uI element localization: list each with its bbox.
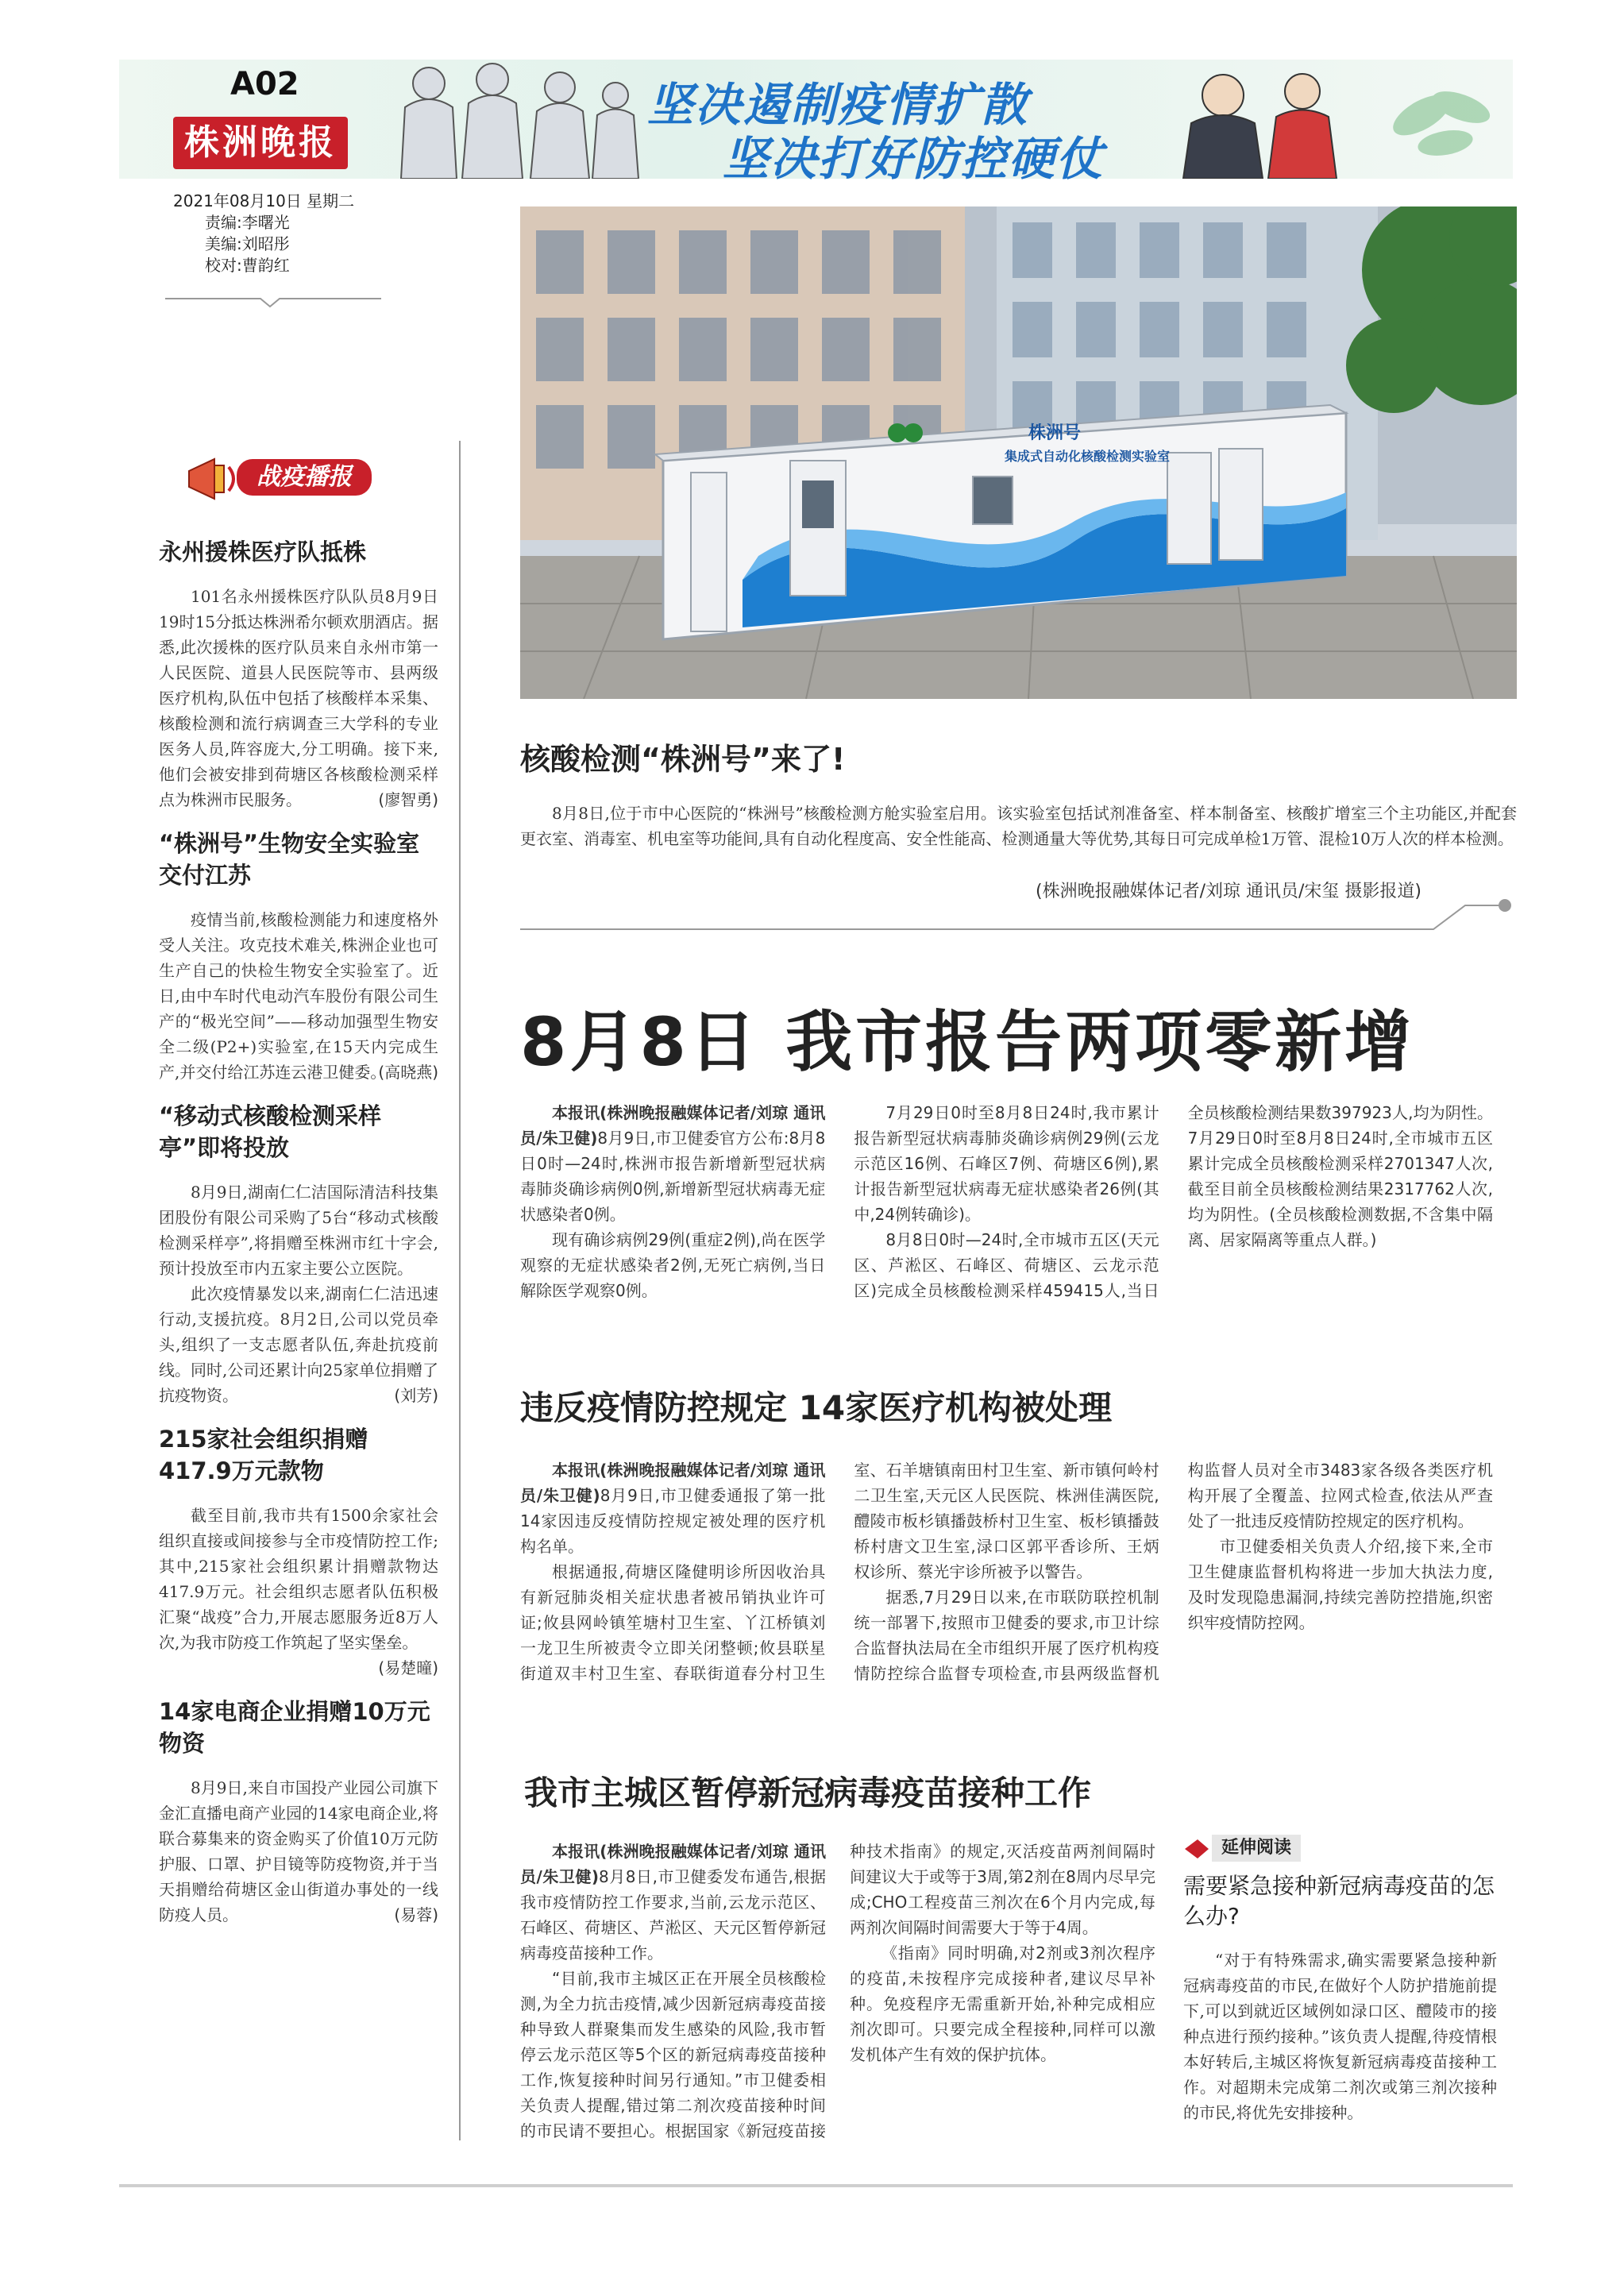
article1-paragraph: 8月9日,市卫健委官方公布:8月8日0时—24时,株洲市报告新增新型冠状病毒肺炎确诊病例0例,新增新型冠状病毒无症状感染者0例。 bbox=[520, 1129, 826, 1224]
proofreader-credit: 校对:曹韵红 bbox=[205, 256, 290, 275]
paper-name: 株洲晚报 bbox=[184, 122, 337, 163]
article3-headline: 我市主城区暂停新冠病毒疫苗接种工作 bbox=[524, 1773, 1092, 1812]
sidebar-item-credit: (廖智勇) bbox=[378, 790, 438, 809]
article1-body bbox=[520, 1100, 1493, 1306]
sidebar-item-title: “移动式核酸检测采样亭”即将投放 bbox=[159, 1102, 382, 1161]
lab-subtitle-label: 集成式自动化核酸检测实验室 bbox=[1005, 449, 1171, 464]
page-number: A02 bbox=[230, 66, 299, 102]
extended-reading-title: 需要紧急接种新冠病毒疫苗的怎么办? bbox=[1183, 1873, 1495, 1929]
article2-paragraph: 8月9日,市卫健委通报了第一批14家因违反疫情防控规定被处理的医疗机构名单。 bbox=[520, 1486, 826, 1556]
sidebar-item-credit: (易蓉) bbox=[394, 1905, 438, 1924]
sidebar-item-body: 此次疫情暴发以来,湖南仁仁洁迅速行动,支援抗疫。8月2日,公司以党员牵头,组织了一支志愿者队伍,奔赴抗疫前线。同时,公司还累计向25家单位捐赠了抗疫物资。 bbox=[159, 1284, 438, 1405]
sidebar-item-body: 8月9日,湖南仁仁洁国际清洁科技集团股份有限公司采购了5台“移动式核酸检测采样亭”,将捐赠至株洲市红十字会,预计投放至市内五家主要公立医院。 bbox=[159, 1183, 438, 1278]
article2-body bbox=[520, 1457, 1493, 1692]
designer-credit: 美编:刘昭彤 bbox=[205, 234, 290, 253]
sidebar-item-credit: (刘芳) bbox=[394, 1386, 438, 1405]
extended-reading bbox=[1183, 1835, 1497, 2125]
issue-date: 2021年08月10日 星期二 bbox=[173, 191, 355, 210]
section-badge bbox=[183, 445, 381, 508]
sidebar-divider bbox=[459, 441, 461, 2140]
sidebar-item-credit: (易楚曈) bbox=[378, 1658, 438, 1677]
article2-lead: 本报讯(株洲晚报融媒体记者/刘琼 通讯员/朱卫健) bbox=[520, 1461, 826, 1505]
article1-headline: 8月8日 我市报告两项零新增 bbox=[520, 1003, 1415, 1081]
extended-reading-label-row bbox=[1183, 1835, 1497, 1863]
footer-rule bbox=[119, 2184, 1513, 2187]
article1-paragraph: 8月8日0时—24时,全市城市五区(天元区、芦淞区、石峰区、荷塘区、云龙示范区)完成全员核酸检测采样459415人,当日全员核酸检测结果数397923人,均为阴性。7月29日0时至8月8日24时,全市城市五区累计完成全员核酸检测采样2701347人次,截至目前全员核酸检测结果2317762人次,均为阴性。(全员核酸检测数据,不含集中隔离、居家隔离等重点人群。) bbox=[854, 1103, 1493, 1300]
red-arrow-icon bbox=[1183, 1838, 1210, 1860]
section-badge-label: 战疫播报 bbox=[237, 459, 372, 496]
extended-reading-body: “对于有特殊需求,确实需要紧急接种新冠病毒疫苗的市民,在做好个人防护措施前提下,可以到就近区域例如渌口区、醴陵市的接种点进行预约接种。”该负责人提醒,待疫情根本好转后,主城区将恢复新冠病毒疫苗接种工作。对超期未完成第二剂次或第三剂次接种的市民,将优先安排接种。 bbox=[1183, 1951, 1497, 2122]
sidebar-item-credit: (高晓燕) bbox=[378, 1063, 438, 1082]
sidebar-item-title: 永州援株医疗队抵株 bbox=[159, 538, 367, 565]
sidebar-item bbox=[159, 536, 438, 810]
photo-caption-credit: (株洲晚报融媒体记者/刘琼 通讯员/宋玺 摄影报道) bbox=[1036, 882, 1421, 901]
lab-name-label: 株洲号 bbox=[1028, 423, 1082, 443]
sidebar-item bbox=[159, 1696, 438, 1925]
sidebar-item-title: 215家社会组织捐赠417.9万元款物 bbox=[159, 1426, 368, 1484]
article3-lead: 本报讯(株洲晚报融媒体记者/刘琼 通讯员/朱卫健) bbox=[520, 1842, 826, 1886]
photo-caption-text: 8月8日,位于市中心医院的“株洲号”核酸检测方舱实验室启用。该实验室包括试剂准备室、样本制备室、核酸扩增室三个主功能区,并配套更衣室、消毒室、机电室等功能间,具有自动化程度高、安全性能高、检测通量大等优势,其每日可完成单检1万管、混检10万人次的样本检测。 bbox=[520, 804, 1517, 848]
sidebar-item bbox=[159, 828, 438, 1083]
sidebar-item-title: “株洲号”生物安全实验室交付江苏 bbox=[159, 830, 420, 889]
sidebar-item-body: 截至目前,我市共有1500余家社会组织直接或间接参与全市疫情防控工作;其中,215家社会组织累计捐赠款物达417.9万元。社会组织志愿者队伍积极汇聚“战疫”合力,开展志愿服务近8万人次,为我市防疫工作筑起了坚实堡垒。 bbox=[159, 1506, 438, 1652]
article3-paragraph: 8月8日,市卫健委发布通告,根据我市疫情防控工作要求,当前,云龙示范区、石峰区、荷塘区、芦淞区、天元区暂停新冠病毒疫苗接种工作。 bbox=[520, 1867, 826, 1963]
sidebar-item bbox=[159, 1423, 438, 1678]
paper-logo bbox=[173, 117, 348, 169]
sidebar-news bbox=[159, 536, 438, 1925]
article2-paragraph: 据悉,7月29日以来,在市联防联控机制统一部署下,按照市卫健委的要求,市卫计综合监督执法局在全市组织开展了医疗机构疫情防控综合监督专项检查,市县两级监督机构监督人员对全市3483家各级各类医疗机构开展了全覆盖、拉网式检查,依法从严查处了一批违反疫情防控规定的医疗机构。 bbox=[854, 1461, 1493, 1683]
caption-divider bbox=[520, 890, 1521, 937]
lab-photo bbox=[520, 206, 1517, 699]
police-officer-illustration bbox=[1163, 60, 1354, 179]
sidebar-item-body: 101名永州援株医疗队队员8月9日19时15分抵达株洲希尔顿欢朋酒店。据悉,此次援株的医疗队员来自永州市第一人民医院、道县人民医院等市、县两级医疗机构,队伍中包括了核酸样本采集、核酸检测和流行病调查三大学科的专业医务人员,阵容庞大,分工明确。接下来,他们会被安排到荷塘区各核酸检测采样点为株洲市民服务。 bbox=[159, 587, 438, 809]
sidebar-item-body: 8月9日,来自市国投产业园公司旗下金汇直播电商产业园的14家电商企业,将联合募集来的资金购买了价值10万元防护服、口罩、护目镜等防疫物资,并于当天捐赠给荷塘区金山街道办事处的一线防疫人员。 bbox=[159, 1778, 438, 1924]
banner-slogan-1: 坚决遏制疫情扩散 bbox=[647, 78, 1029, 132]
photo-caption bbox=[520, 801, 1517, 851]
photo-caption-title: 核酸检测“株洲号”来了! bbox=[520, 742, 846, 777]
article3-paragraph: “目前,我市主城区正在开展全员核酸检测,为全力抗击疫情,减少因新冠病毒疫苗接种导致人群聚集而发生感染的风险,我市暂停云龙示范区等5个区的新冠病毒疫苗接种工作,恢复接种时间另行通知。”市卫健委相关负责人提醒,错过第二剂次疫苗接种时间的市民请不要担心。根据国家《新冠疫苗接种技术指南》的规定,灭活疫苗两剂间隔时间建议大于或等于3周,第2剂在8周内尽早完成;CHO工程疫苗三剂次在6个月内完成,每两剂次间隔时间需要大于等于4周。 bbox=[520, 1842, 1155, 2140]
sidebar-item bbox=[159, 1100, 438, 1406]
article2-paragraph: 市卫健委相关负责人介绍,接下来,全市卫生健康监督机构将进一步加大执法力度,及时发现隐患漏洞,持续完善防控措施,织密织牢疫情防控网。 bbox=[1187, 1537, 1493, 1632]
protective-suit-illustration bbox=[381, 60, 643, 179]
editor-credit: 责编:李曙光 bbox=[205, 213, 290, 232]
article3-body bbox=[520, 1839, 1155, 2148]
article1-lead: 本报讯(株洲晚报融媒体记者/刘琼 通讯员/朱卫健) bbox=[520, 1103, 826, 1148]
article1-paragraph: 7月29日0时至8月8日24时,我市累计报告新型冠状病毒肺炎确诊病例29例(云龙示范区16例、石峰区7例、荷塘区6例),累计报告新型冠状病毒无症状感染者26例(其中,24例转确诊)。 bbox=[854, 1103, 1159, 1224]
article3-paragraph: 《指南》同时明确,对2剂或3剂次程序的疫苗,未按程序完成接种者,建议尽早补种。免疫程序无需重新开始,补种完成相应剂次即可。只要完成全程接种,同样可以激发机体产生有效的保护抗体。 bbox=[850, 1943, 1155, 2064]
article2-headline: 违反疫情防控规定 14家医疗机构被处理 bbox=[520, 1388, 1113, 1427]
article2-paragraph: 根据通报,荷塘区隆健明诊所因收治具有新冠肺炎相关症状患者被吊销执业许可证;攸县网岭镇笙塘村卫生室、丫江桥镇刘一龙卫生所被责令立即关闭整顿;攸县联星街道双丰村卫生室、春联街道春分村卫生室、石羊塘镇南田村卫生室、新市镇何岭村二卫生室,天元区人民医院、株洲佳满医院,醴陵市板杉镇播鼓桥村卫生室、板杉镇播鼓桥村唐文卫生室,渌口区郭平香诊所、王炳权诊所、蔡光宇诊所被予以警告。 bbox=[520, 1461, 1159, 1683]
leaf-decoration bbox=[1382, 68, 1501, 171]
page-header bbox=[119, 60, 1513, 186]
issue-info bbox=[173, 191, 380, 276]
issue-info-divider bbox=[165, 292, 381, 310]
sidebar-item-body: 疫情当前,核酸检测能力和速度格外受人关注。攻克技术难关,株洲企业也可生产自己的快检生物安全实验室了。近日,由中车时代电动汽车股份有限公司生产的“极光空间”——移动加强型生物安全二级(P2+)实验室,在15天内完成生产,并交付给江苏连云港卫健委。 bbox=[159, 910, 438, 1082]
banner-slogan-2: 坚决打好防控硬仗 bbox=[723, 132, 1105, 186]
sidebar-item-title: 14家电商企业捐赠10万元物资 bbox=[159, 1698, 430, 1757]
extended-reading-label: 延伸阅读 bbox=[1212, 1835, 1301, 1862]
article1-paragraph: 现有确诊病例29例(重症2例),尚在医学观察的无症状感染者2例,无死亡病例,当日解除医学观察0例。 bbox=[520, 1230, 826, 1300]
